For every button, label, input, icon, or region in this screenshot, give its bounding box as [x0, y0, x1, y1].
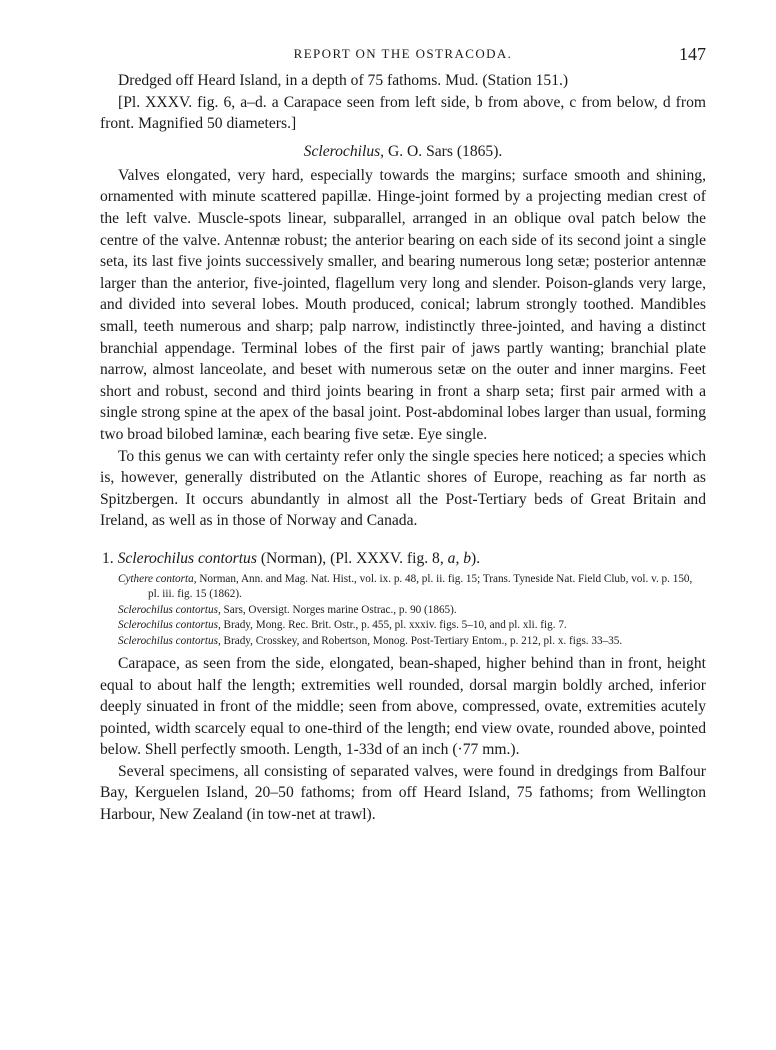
synonym-entry — [100, 603, 706, 618]
plate-reference: [Pl. XXXV. fig. 6, a–d. a Carapace seen from left side, b from above, c from below, d from front. Magnified 50 diameters.] — [100, 93, 706, 133]
genus-author: G. O. Sars (1865). — [384, 142, 503, 160]
synonym-reference: Norman, Ann. and Mag. Nat. Hist., vol. ix. p. 48, pl. ii. fig. 15; Trans. Tyneside Nat. Field Club, vol. v. p. 150, pl. iii. fig. 15 (1862). — [148, 572, 693, 601]
species-heading — [100, 548, 706, 570]
synonym-name: Sclerochilus contortus, — [118, 603, 221, 616]
species-name: Sclerochilus contortus — [117, 549, 257, 567]
synonym-reference: Sars, Oversigt. Norges marine Ostrac., p. 90 (1865). — [220, 603, 457, 616]
synonym-reference: Brady, Crosskey, and Robertson, Monog. Post-Tertiary Entom., p. 212, pl. x. figs. 33–35. — [220, 634, 623, 647]
synonym-reference: Brady, Mong. Rec. Brit. Ostr., p. 455, pl. xxxiv. figs. 5–10, and pl. xli. fig. 7. — [220, 619, 567, 632]
station-line: Dredged off Heard Island, in a depth of 75 fathoms. Mud. (Station 151.) — [118, 72, 569, 89]
genus-name: Sclerochilus, — [303, 142, 385, 160]
species-close: ). — [471, 549, 481, 567]
synonymy-list — [100, 572, 706, 649]
synonym-name: Sclerochilus contortus, — [118, 619, 221, 632]
page-header — [100, 44, 706, 70]
species-number: 1. — [102, 549, 118, 567]
page-number: 147 — [679, 44, 706, 64]
species-localities: Several specimens, all consisting of separated valves, were found in dredgings from Balfour Bay, Kerguelen Island, 20–50 fathoms; from off Heard Island, 75 fathoms; from Wellington Harbour, New Zealand (in tow-net at trawl). — [100, 762, 706, 824]
synonym-entry — [100, 634, 706, 649]
synonym-entry — [100, 618, 706, 633]
genus-heading — [100, 141, 706, 163]
species-description: Carapace, as seen from the side, elongated, bean-shaped, higher behind than in front, height equal to about half the length; extremities well rounded, dorsal margin boldly arched, inferior deeply sinuated in front of the middle; seen from above, compressed, ovate, extremities acutely pointed, width scarcely equal to one-third of the length; end view ovate, rounded above, pointed below. Shell perfectly smooth. Length, 1-33d of an inch (·77 mm.). — [100, 654, 706, 759]
genus-description: Valves elongated, very hard, especially towards the margins; surface smooth and shining, ornamented with minute scattered papillæ. Hinge-joint formed by a projecting median crest of the left valve. Muscle-spots linear, subparallel, arranged in an oblique oval patch below the centre of the valve. Antennæ robust; the anterior bearing on each side of its second joint a single seta, its last five joints successively smaller, and bearing numerous long setæ; posterior antennæ larger than the anterior, five-jointed, flagellum very long and slender. Poison-glands very large, and divided into several lobes. Mouth produced, conical; labrum strongly toothed. Mandibles small, teeth numerous and sharp; palp narrow, indistinctly three-jointed, and having a distinct branchial appendage. Terminal lobes of the first pair of jaws partly wanting; branchial plate narrow, almost lanceolate, and beset with numerous setæ on the outer and inner margins. Feet short and robust, second and third joints bearing in front a sharp seta; first pair armed with a single strong spine at the apex of the basal joint. Post-abdominal lobes larger than usual, forming two broad bilobed laminæ, each bearing five setæ. Eye single. — [100, 166, 706, 443]
genus-remarks: To this genus we can with certainty refer only the single species here noticed; a species which is, however, generally distributed on the Atlantic shores of Europe, reaching as far north as Spitzbergen. It occurs abundantly in almost all the Post-Tertiary beds of Great Britain and Ireland, as well as in those of Norway and Canada. — [100, 447, 706, 530]
species-fig-letters: a, b — [447, 549, 472, 567]
synonym-name: Cythere contorta, — [118, 572, 197, 585]
synonym-name: Sclerochilus contortus, — [118, 634, 221, 647]
synonym-entry — [100, 572, 706, 603]
running-title: REPORT ON THE OSTRACODA. — [293, 46, 513, 61]
page — [100, 44, 706, 826]
species-author: (Norman), (Pl. XXXV. fig. 8, — [256, 549, 448, 567]
